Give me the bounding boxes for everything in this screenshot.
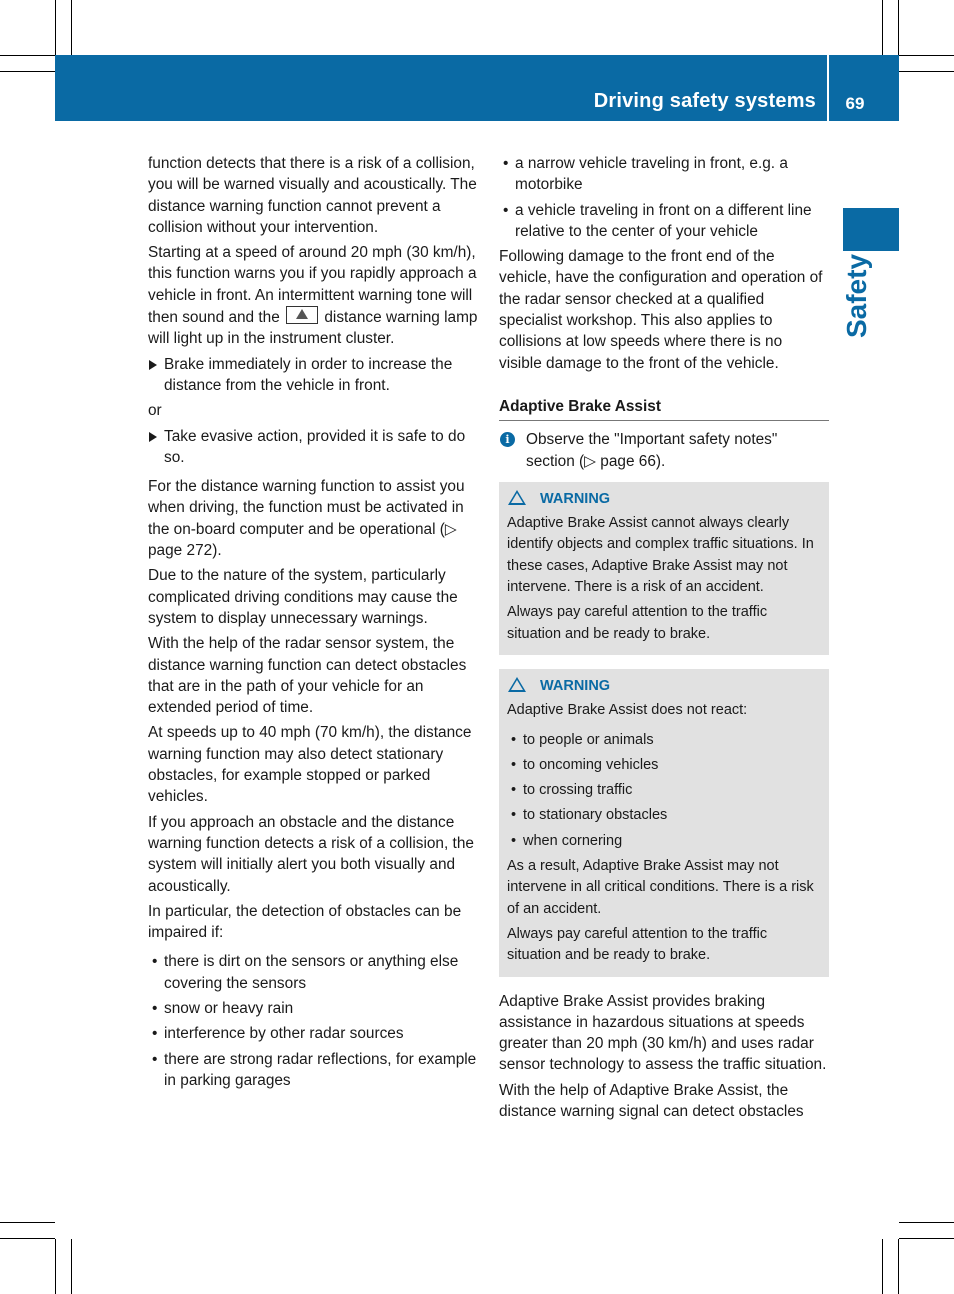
- paragraph: [148, 242, 480, 349]
- section-title: Driving safety systems: [593, 90, 816, 112]
- paragraph: function detects that there is a risk of a collision, you will be warned visually and acoustically. The distance warning function cannot prevent a collision without your intervention.: [148, 155, 477, 236]
- crop-mark: [0, 1222, 55, 1223]
- paragraph: Adaptive Brake Assist provides braking assistance in hazardous situations at speeds greater than 20 mph (30 km/h) and uses radar sensor technology to assess the traffic situation.: [499, 992, 827, 1074]
- list-item: • there are strong radar reflections, for example in parking garages: [152, 1050, 477, 1089]
- list-item: • snow or heavy rain: [152, 999, 294, 1017]
- list-item-text: there is dirt on the sensors or anything else covering the sensors: [164, 953, 459, 992]
- section-subheading: Adaptive Brake Assist: [499, 396, 829, 421]
- list-item: • to people or animals: [511, 731, 654, 748]
- paragraph: Following damage to the front end of the vehicle, have the configuration and operation of the radar sensor checked at a qualified specialist workshop. This also applies to collisions at low speeds where there is no visible damage to the front of the vehicle.: [499, 248, 823, 372]
- list-item-text: to oncoming vehicles: [523, 756, 659, 773]
- list-item-text: there are strong radar reflections, for example in parking garages: [164, 1050, 477, 1089]
- crop-mark: [71, 0, 72, 55]
- paragraph: For the distance warning function to assist you when driving, the function must be activated in the on-board computer and be operational (▷ page 272).: [148, 478, 465, 560]
- paragraph: If you approach an obstacle and the distance warning function detects a risk of a collision, the system will initially alert you both visually and acoustically.: [148, 813, 474, 895]
- info-icon: i: [500, 432, 515, 447]
- crop-mark: [882, 0, 883, 55]
- step-arrow-icon: [149, 360, 157, 370]
- distance-warning-lamp-icon: [286, 306, 318, 324]
- right-column: [499, 153, 829, 1126]
- list-item: • interference by other radar sources: [152, 1025, 404, 1043]
- paragraph: Due to the nature of the system, particularly complicated driving conditions may cause the system to display unnecessary warnings.: [148, 567, 458, 627]
- crop-mark: [55, 1239, 56, 1294]
- page-number: 69: [845, 94, 865, 113]
- list-item: • to crossing traffic: [511, 782, 633, 799]
- warning-title: WARNING: [540, 490, 611, 507]
- warning-text: Always pay careful attention to the traffic situation and be ready to brake.: [507, 925, 768, 964]
- step-arrow-icon: [149, 432, 157, 442]
- warning-box: [499, 669, 829, 977]
- crop-mark: [0, 1238, 55, 1239]
- left-column: [148, 153, 480, 1095]
- warning-text: As a result, Adaptive Brake Assist may not intervene in all critical conditions. There is a risk of an accident.: [507, 858, 814, 917]
- paragraph: With the help of Adaptive Brake Assist, the distance warning signal can detect obstacles: [499, 1081, 804, 1120]
- paragraph: With the help of the radar sensor system, the distance warning function can detect obstacles that are in the path of your vehicle for an extended period of time.: [148, 635, 467, 717]
- step-text: Take evasive action, provided it is safe to do so.: [164, 427, 466, 466]
- warning-text: Adaptive Brake Assist cannot always clearly identify objects and complex traffic situations. In these cases, Adaptive Brake Assist may not intervene. There is a risk of an accident.: [507, 515, 814, 596]
- instruction-step: [148, 426, 480, 469]
- warning-header: [507, 676, 821, 697]
- warning-header: [507, 489, 821, 510]
- crop-mark: [0, 55, 55, 56]
- warning-text: Adaptive Brake Assist does not react:: [507, 702, 748, 719]
- crop-mark: [898, 0, 899, 55]
- list-item-text: to crossing traffic: [523, 782, 633, 799]
- list-item-text: to stationary obstacles: [523, 807, 668, 824]
- crop-mark: [899, 1222, 954, 1223]
- list-item: • to oncoming vehicles: [511, 756, 659, 773]
- list-item-text: interference by other radar sources: [164, 1025, 404, 1043]
- list-item: • to stationary obstacles: [511, 807, 668, 824]
- list-item-text: snow or heavy rain: [164, 999, 294, 1017]
- crop-mark: [899, 1238, 954, 1239]
- paragraph: At speeds up to 40 mph (70 km/h), the distance warning function may also detect stationary obstacles, for example stopped or parked vehicles.: [148, 724, 472, 806]
- paragraph: In particular, the detection of obstacles can be impaired if:: [148, 902, 462, 942]
- paragraph-text: Starting at a speed of around 20 mph (30 km/h), this function warns you if you rapidly approach a vehicle in front. An intermittent warning tone will then sound and the: [148, 244, 477, 327]
- crop-mark: [899, 55, 954, 56]
- crop-mark: [882, 1239, 883, 1294]
- list-item: • there is dirt on the sensors or anything else covering the sensors: [152, 953, 459, 992]
- warning-title: WARNING: [540, 677, 611, 694]
- crop-mark: [898, 1239, 899, 1294]
- crop-mark: [71, 1239, 72, 1294]
- list-item-text: when cornering: [523, 832, 623, 849]
- side-tab-label: Safety: [841, 253, 872, 339]
- crop-mark: [899, 71, 954, 72]
- info-note: [499, 429, 829, 472]
- list-item-text: a narrow vehicle traveling in front, e.g. a motorbike: [515, 155, 788, 194]
- crop-mark: [0, 71, 55, 72]
- instruction-step: [148, 354, 480, 397]
- warning-box: [499, 482, 829, 655]
- info-note-text: Observe the "Important safety notes" section (▷ page 66).: [526, 431, 778, 470]
- warning-triangle-icon: [508, 490, 526, 505]
- side-tab: [843, 208, 899, 251]
- warning-text: Always pay careful attention to the traffic situation and be ready to brake.: [507, 604, 768, 642]
- or-text: or: [148, 402, 162, 420]
- list-item-text: to people or animals: [523, 731, 654, 748]
- warning-triangle-icon: [508, 677, 526, 692]
- list-item: • when cornering: [511, 832, 623, 849]
- step-text: Brake immediately in order to increase the distance from the vehicle in front.: [164, 355, 453, 394]
- list-item: • a vehicle traveling in front on a different line relative to the center of your vehicle: [503, 201, 812, 240]
- paragraph-text: distance warning lamp will light up in the instrument cluster.: [148, 309, 478, 348]
- crop-mark: [55, 0, 56, 55]
- list-item: • a narrow vehicle traveling in front, e.g. a motorbike: [503, 155, 788, 194]
- list-item-text: a vehicle traveling in front on a different line relative to the center of your vehicle: [515, 201, 812, 240]
